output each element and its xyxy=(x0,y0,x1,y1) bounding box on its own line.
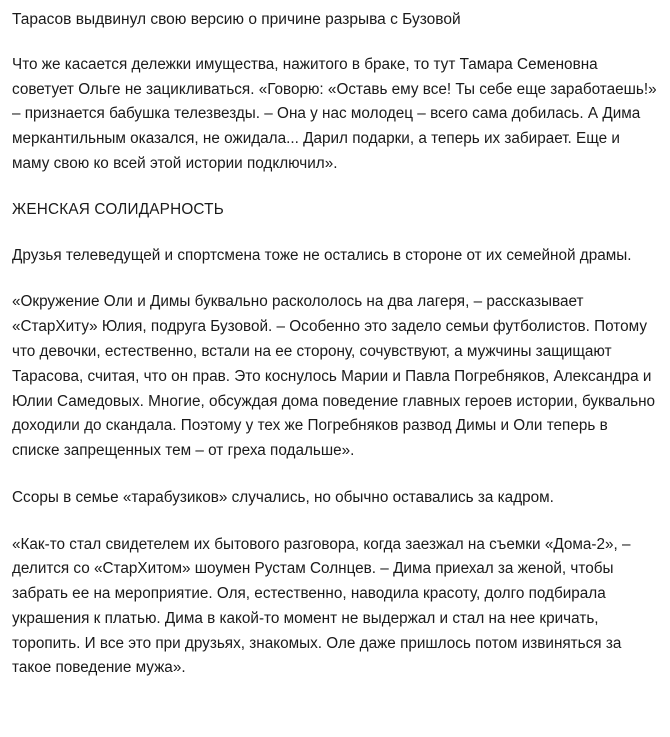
paragraph-two-camps: «Окружение Оли и Димы буквально раскололось на два лагеря, – рассказывает «СтарХиту» Юлия, подруга Бузовой. – Особенно это задело семьи футболистов. Потому что девочки, естественно, встали на ее сторону, сочувствуют, а мужчины защищают Тарасова, считая, что он прав. Это коснулось Марии и Павла Погребняков, Александра и Юлии Самедовых. Многие, обсуждая дома поведение главных героев истории, буквально доходили до скандала. Поэтому у тех же Погребняков развод Димы и Оли теперь в списке запрещенных тем – от греха подальше». xyxy=(12,293,656,460)
page-title: Тарасов выдвинул свою версию о причине разрыва с Бузовой xyxy=(12,11,461,28)
subheading-female-solidarity: ЖЕНСКАЯ СОЛИДАРНОСТЬ xyxy=(12,200,224,218)
paragraph-witness-story: «Как-то стал свидетелем их бытового разговора, когда заезжал на съемки «Дома-2», – делится со «СтарХитом» шоумен Рустам Солнцев. – Дима приехал за женой, чтобы забрать ее на мероприятие. Оля, естественно, наводила красоту, долго подбирала украшения к платью. Дима в какой-то момент не выдержал и стал на нее кричать, торопить. И все это при друзьях, знакомых. Оле даже пришлось потом извиняться за такое поведение мужа». xyxy=(12,535,631,677)
paragraph-friends-drama: Друзья телеведущей и спортсмена тоже не остались в стороне от их семейной драмы. xyxy=(12,246,632,264)
paragraph-property-division: Что же касается дележки имущества, нажитого в браке, то тут Тамара Семеновна советует Ольге не зацикливаться. «Говорю: «Оставь ему все! Ты себе еще заработаешь!» – признается бабушка телезвезды. – Она у нас молодец – всего сама добилась. А Дима меркантильным оказался, не ожидала... Дарил подарки, а теперь их забирает. Еще и маму свою ко всей этой истории подключил». xyxy=(12,55,657,172)
paragraph-family-quarrels: Ссоры в семье «тарабузиков» случались, но обычно оставались за кадром. xyxy=(12,488,554,506)
